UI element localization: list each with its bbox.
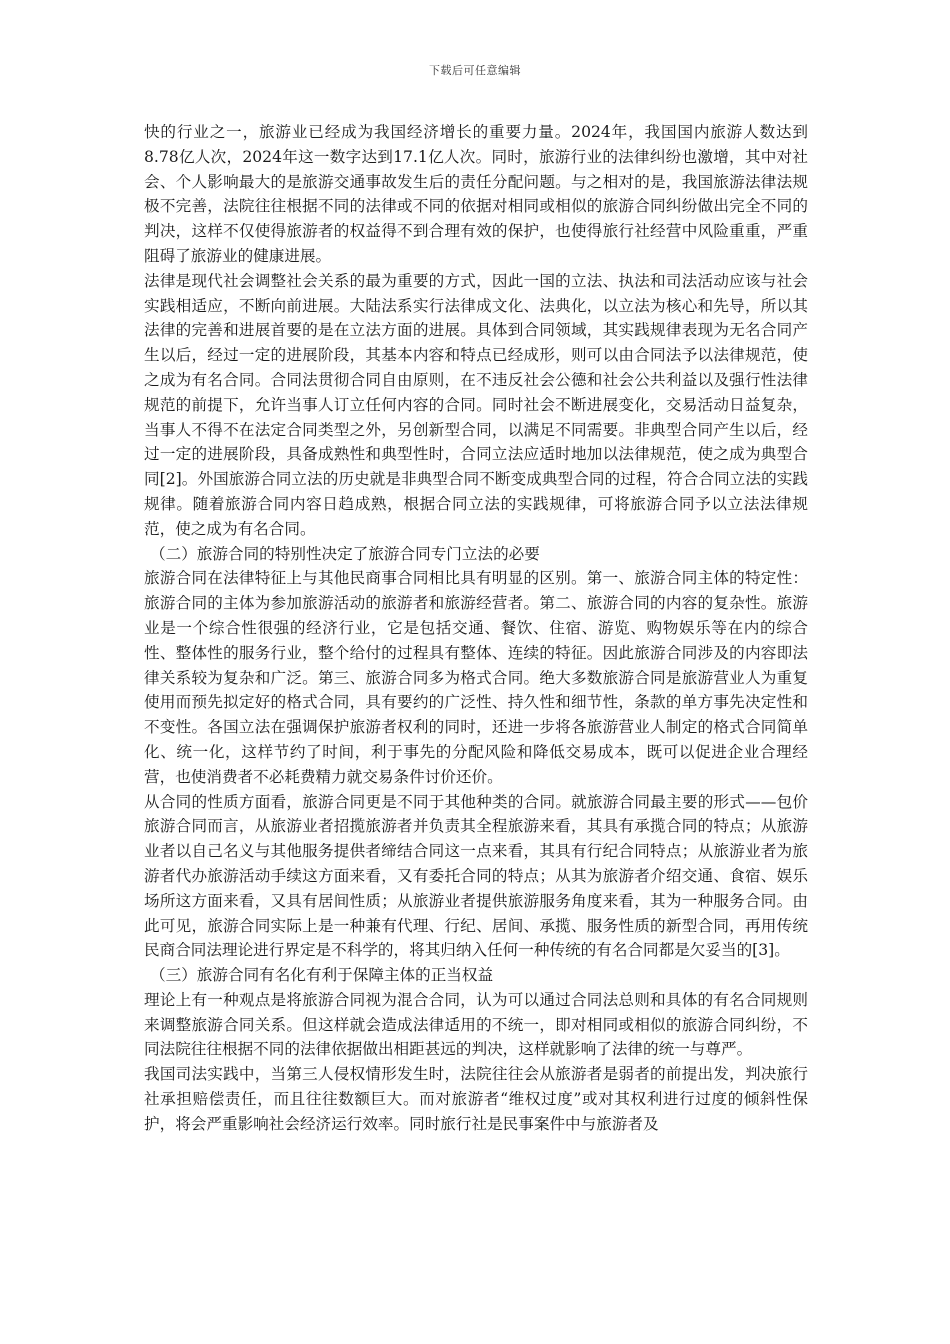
paragraph-5: 理论上有一种观点是将旅游合同视为混合合同，认为可以通过合同法总则和具体的有名合同规则来调整旅游合同关系。但这样就会造成法律适用的不统一，即对相同或相似的旅游合同纠纷，不同法院往往根据不同的法律依据做出相距甚远的判决，这样就影响了法律的统一与尊严。 <box>144 990 808 1059</box>
paragraph-6: 我国司法实践中，当第三人侵权情形发生时，法院往往会从旅游者是弱者的前提出发，判决旅行社承担赔偿责任，而且往往数额巨大。而对旅游者“维权过度”或对其权利进行过度的倾斜性保护，将会严重影响社会经济运行效率。同时旅行社是民事案件中与旅游者及 <box>144 1065 808 1133</box>
document-body <box>144 120 808 1137</box>
paragraph-1: 快的行业之一，旅游业已经成为我国经济增长的重要力量。2024年，我国国内旅游人数达到8.78亿人次，2024年这一数字达到17.1亿人次。同时，旅游行业的法律纠纷也激增，其中对社会、个人影响最大的是旅游交通事故发生后的责任分配问题。与之相对的是，我国旅游法律法规极不完善，法院往往根据不同的法律或不同的依据对相同或相似的旅游合同纠纷做出完全不同的判决，这样不仅使得旅游者的权益得不到合理有效的保护，也使得旅行社经营中风险重重，严重阻碍了旅游业的健康进展。 <box>144 123 808 265</box>
page-header: 下载后可任意编辑 <box>429 64 521 77</box>
section-heading-3: （三）旅游合同有名化有利于保障主体的正当权益 <box>150 966 494 985</box>
section-heading-2: （二）旅游合同的特别性决定了旅游合同专门立法的必要 <box>150 544 540 563</box>
paragraph-2: 法律是现代社会调整社会关系的最为重要的方式，因此一国的立法、执法和司法活动应该与社会实践相适应，不断向前进展。大陆法系实行法律成文化、法典化，以立法为核心和先导，所以其法律的完善和进展首要的是在立法方面的进展。具体到合同领域，其实践规律表现为无名合同产生以后，经过一定的进展阶段，其基本内容和特点已经成形，则可以由合同法予以法律规范，使之成为有名合同。合同法贯彻合同自由原则，在不违反社会公德和社会公共利益以及强行性法律规范的前提下，允许当事人订立任何内容的合同。同时社会不断进展变化，交易活动日益复杂，当事人不得不在法定合同类型之外，另创新型合同，以满足不同需要。非典型合同产生以后，经过一定的进展阶段，具备成熟性和典型性时，合同立法应适时地加以法律规范，使之成为典型合同[2]。外国旅游合同立法的历史就是非典型合同不断变成典型合同的过程，符合合同立法的实践规律。随着旅游合同内容日趋成熟，根据合同立法的实践规律，可将旅游合同予以立法法律规范，使之成为有名合同。 <box>144 271 808 538</box>
paragraph-3: 旅游合同在法律特征上与其他民商事合同相比具有明显的区别。第一、旅游合同主体的特定性：旅游合同的主体为参加旅游活动的旅游者和旅游经营者。第二、旅游合同的内容的复杂性。旅游业是一个综合性很强的经济行业，它是包括交通、餐饮、住宿、游览、购物娱乐等在内的综合性、整体性的服务行业，整个给付的过程具有整体、连续的特征。因此旅游合同涉及的内容即法律关系较为复杂和广泛。第三、旅游合同多为格式合同。绝大多数旅游合同是旅游营业人为重复使用而预先拟定好的格式合同，具有要约的广泛性、持久性和细节性，条款的单方事先决定性和不变性。各国立法在强调保护旅游者权利的同时，还进一步将各旅游营业人制定的格式合同简单化、统一化，这样节约了时间，利于事先的分配风险和降低交易成本，既可以促进企业合理经营，也使消费者不必耗费精力就交易条件讨价还价。 <box>144 569 808 786</box>
paragraph-4: 从合同的性质方面看，旅游合同更是不同于其他种类的合同。就旅游合同最主要的形式——包价旅游合同而言，从旅游业者招揽旅游者并负责其全程旅游来看，其具有承揽合同的特点；从旅游业者以自己名义与其他服务提供者缔结合同这一点来看，其具有行纪合同特点；从旅游业者为旅游者代办旅游活动手续这方面来看，又有委托合同的特点；从其为旅游者介绍交通、食宿、娱乐场所这方面来看，又具有居间性质；从旅游业者提供旅游服务角度来看，其为一种服务合同。由此可见，旅游合同实际上是一种兼有代理、行纪、居间、承揽、服务性质的新型合同，再用传统民商合同法理论进行界定是不科学的，将其归纳入任何一种传统的有名合同都是欠妥当的[3]。 <box>144 792 808 960</box>
